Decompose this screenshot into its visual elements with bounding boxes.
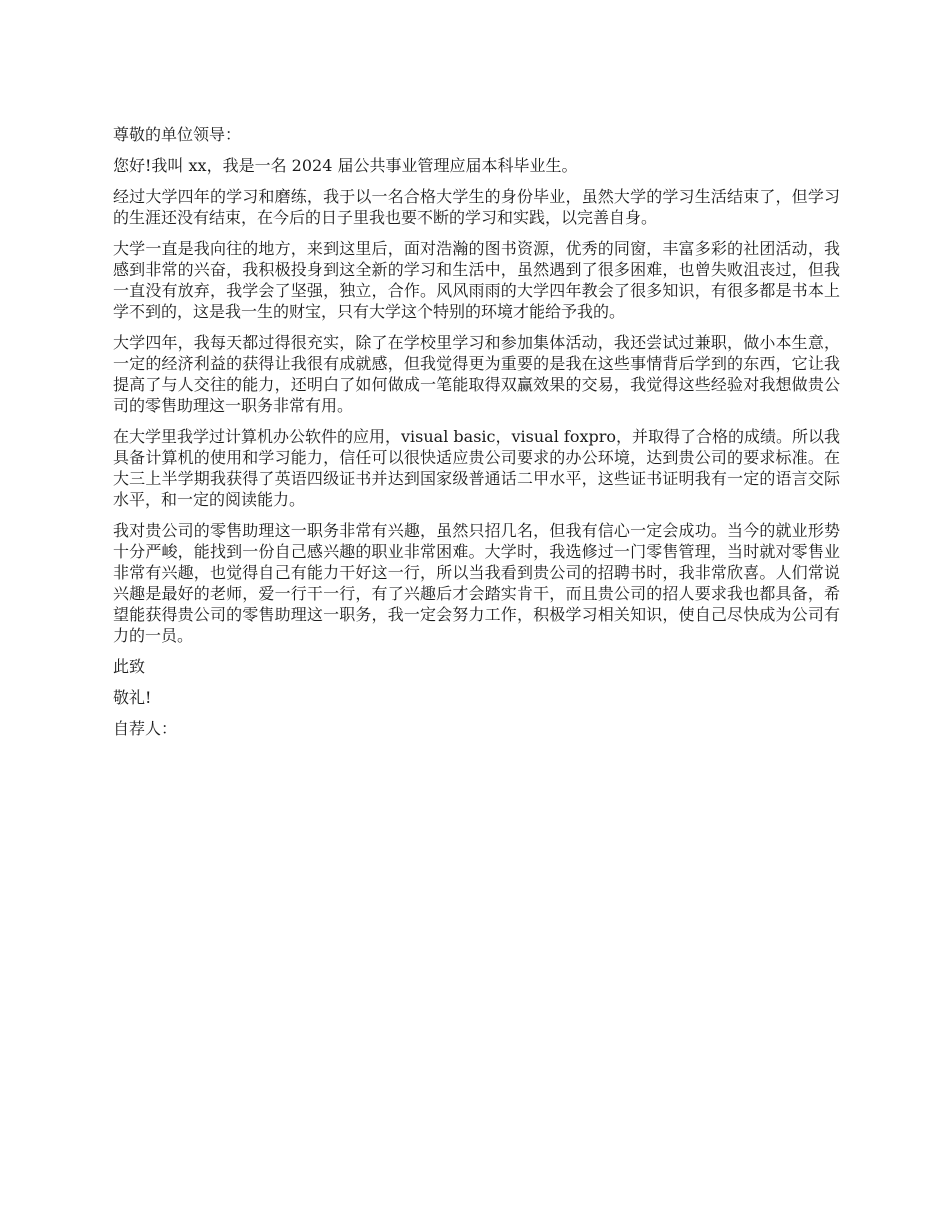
paragraph-greeting: 您好!我叫 xx，我是一名 2024 届公共事业管理应届本科毕业生。 [113,156,578,175]
paragraph-part-time-experience: 大学四年，我每天都过得很充实，除了在学校里学习和参加集体活动，我还尝试过兼职，做小本生意，一定的经济利益的获得让我很有成就感，但我觉得更为重要的是我在这些事情背后学到的东西，它让我提高了与人交往的能力，还明白了如何做成一笔能取得双赢效果的交易，我觉得这些经验对我想做贵公司的零售助理这一职务非常有用。 [113,333,840,415]
salutation: 尊敬的单位领导： [113,125,242,144]
signature: 自荐人： [113,719,178,738]
closing: 此致 [113,657,146,676]
paragraph-job-interest: 我对贵公司的零售助理这一职务非常有兴趣，虽然只招几名，但我有信心一定会成功。当今的就业形势十分严峻，能找到一份自己感兴趣的职业非常困难。大学时，我选修过一门零售管理，当时就对零售业非常有兴趣，也觉得自己有能力干好这一行，所以当我看到贵公司的招聘书时，我非常欣喜。人们常说兴趣是最好的老师，爱一行干一行，有了兴趣后才会踏实肯干，而且贵公司的招人要求我也都具备，希望能获得贵公司的零售助理这一职务，我一定会努力工作，积极学习相关知识，使自己尽快成为公司有力的一员。 [113,521,840,645]
paragraph-skills-certificates: 在大学里我学过计算机办公软件的应用，visual basic，visual foxpro，并取得了合格的成绩。所以我具备计算机的使用和学习能力，信任可以很快适应贵公司要求的办公环境，达到贵公司的要求标准。在大三上半学期我获得了英语四级证书并达到国家级普通话二甲水平，这些证书证明我有一定的语言交际水平，和一定的阅读能力。 [113,427,841,509]
paragraph-graduation: 经过大学四年的学习和磨练，我于以一名合格大学生的身份毕业，虽然大学的学习生活结束了，但学习的生涯还没有结束，在今后的日子里我也要不断的学习和实践，以完善自身。 [113,187,840,227]
paragraph-university-life: 大学一直是我向往的地方，来到这里后，面对浩瀚的图书资源，优秀的同窗，丰富多彩的社团活动，我感到非常的兴奋，我积极投身到这全新的学习和生活中，虽然遇到了很多困难，也曾失败沮丧过，但我一直没有放弃，我学会了坚强，独立，合作。风风雨雨的大学四年教会了很多知识，有很多都是书本上学不到的，这是我一生的财宝，只有大学这个特别的环境才能给予我的。 [113,239,840,321]
letter-body [113,124,840,749]
regards: 敬礼! [113,688,152,707]
